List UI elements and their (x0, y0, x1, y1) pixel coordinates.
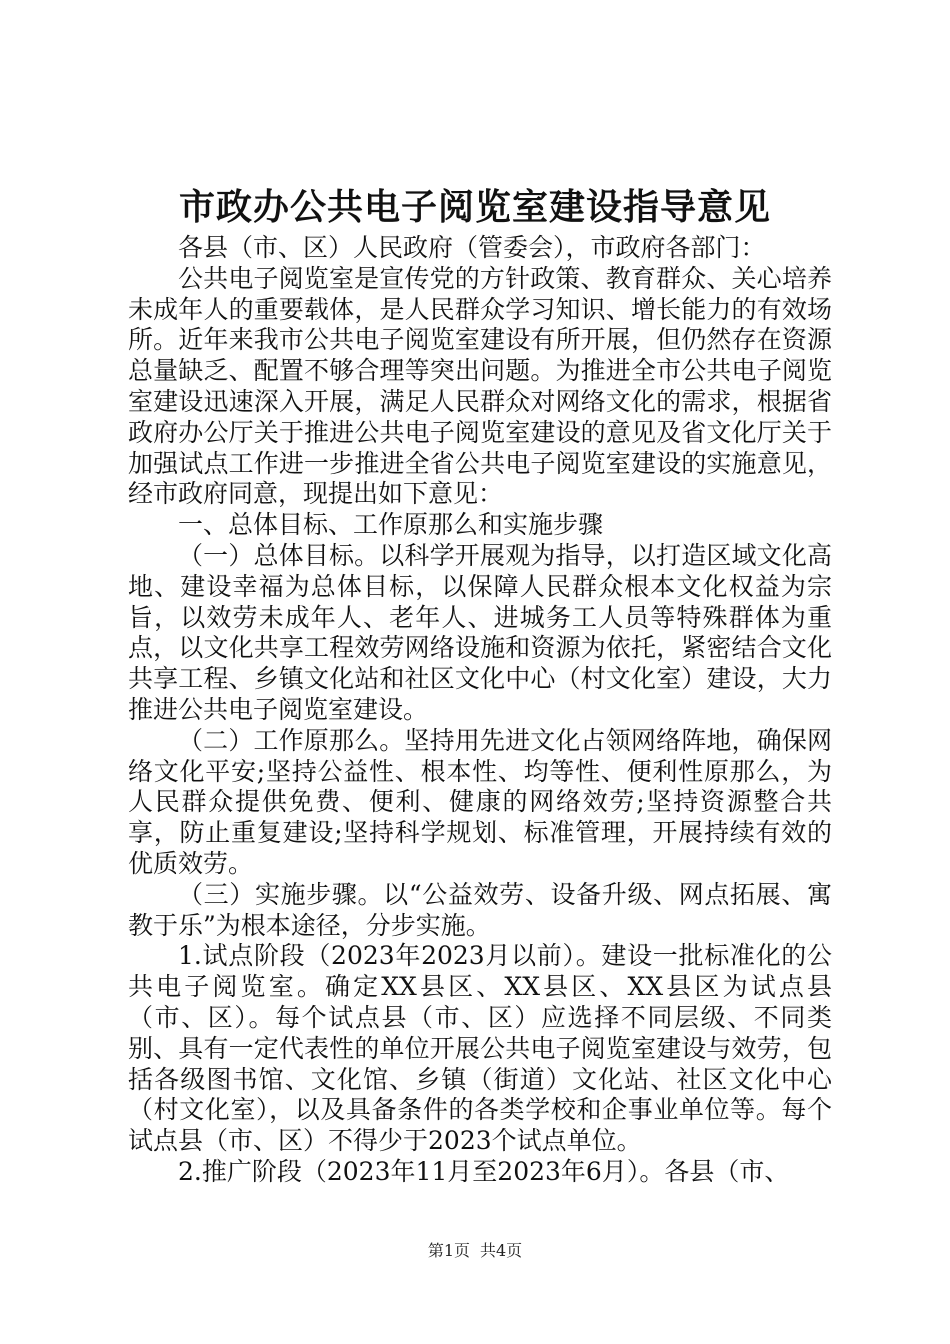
paragraph-promotion-stage: 2.推广阶段（2023年11月至2023年6月）。各县（市、 (178, 1156, 790, 1186)
paragraph-work-principles: （二）工作原那么。坚持用先进文化占领网络阵地，确保网络文化平安;坚持公益性、根本性、均等性、便利性原那么，为人民群众提供免费、便利、健康的网络效劳;坚持资源整合共享，防止重复建设;坚持科学规划、标准管理，开展持续有效的优质效劳。 (128, 725, 832, 878)
document-body (128, 233, 832, 1188)
paragraph-overall-goal: （一）总体目标。以科学开展观为指导，以打造区域文化高地、建设幸福为总体目标，以保障人民群众根本文化权益为宗旨，以效劳未成年人、老年人、进城务工人员等特殊群体为重点，以文化共享工程效劳网络设施和资源为依托，紧密结合文化共享工程、乡镇文化站和社区文化中心（村文化室）建设，大力推进公共电子阅览室建设。 (128, 540, 832, 724)
salutation: 各县（市、区）人民政府（管委会），市政府各部门： (178, 233, 766, 262)
document-title: 市政办公共电子阅览室建设指导意见 (178, 186, 771, 228)
page-footer (0, 1240, 950, 1262)
section-heading-1: 一、总体目标、工作原那么和实施步骤 (178, 510, 604, 540)
paragraph-implementation-steps: （三）实施步骤。以“公益效劳、设备升级、网点拓展、寓教于乐”为根本途径，分步实施。 (128, 879, 832, 940)
paragraph-intro: 公共电子阅览室是宣传党的方针政策、教育群众、关心培养未成年人的重要载体，是人民群众学习知识、增长能力的有效场所。近年来我市公共电子阅览室建设有所开展，但仍然存在资源总量缺乏、配置不够合理等突出问题。为推进全市公共电子阅览室建设迅速深入开展，满足人民群众对网络文化的需求，根据省政府办公厅关于推进公共电子阅览室建设的意见及省文化厅关于加强试点工作进一步推进全省公共电子阅览室建设的实施意见，经市政府同意，现提出如下意见： (128, 263, 832, 509)
paragraph-pilot-stage: 1.试点阶段（2023年2023月以前）。建设一批标准化的公共电子阅览室。确定XX县区、XX县区、XX县区为试点县（市、区）。每个试点县（市、区）应选择不同层级、不同类别、具有一定代表性的单位开展公共电子阅览室建设与效劳，包括各级图书馆、文化馆、乡镇（街道）文化站、社区文化中心（村文化室），以及具备条件的各类学校和企事业单位等。每个试点县（市、区）不得少于2023个试点单位。 (128, 941, 832, 1156)
page-total: 共4页 (480, 1241, 523, 1260)
page-number: 第1页 (427, 1241, 470, 1260)
